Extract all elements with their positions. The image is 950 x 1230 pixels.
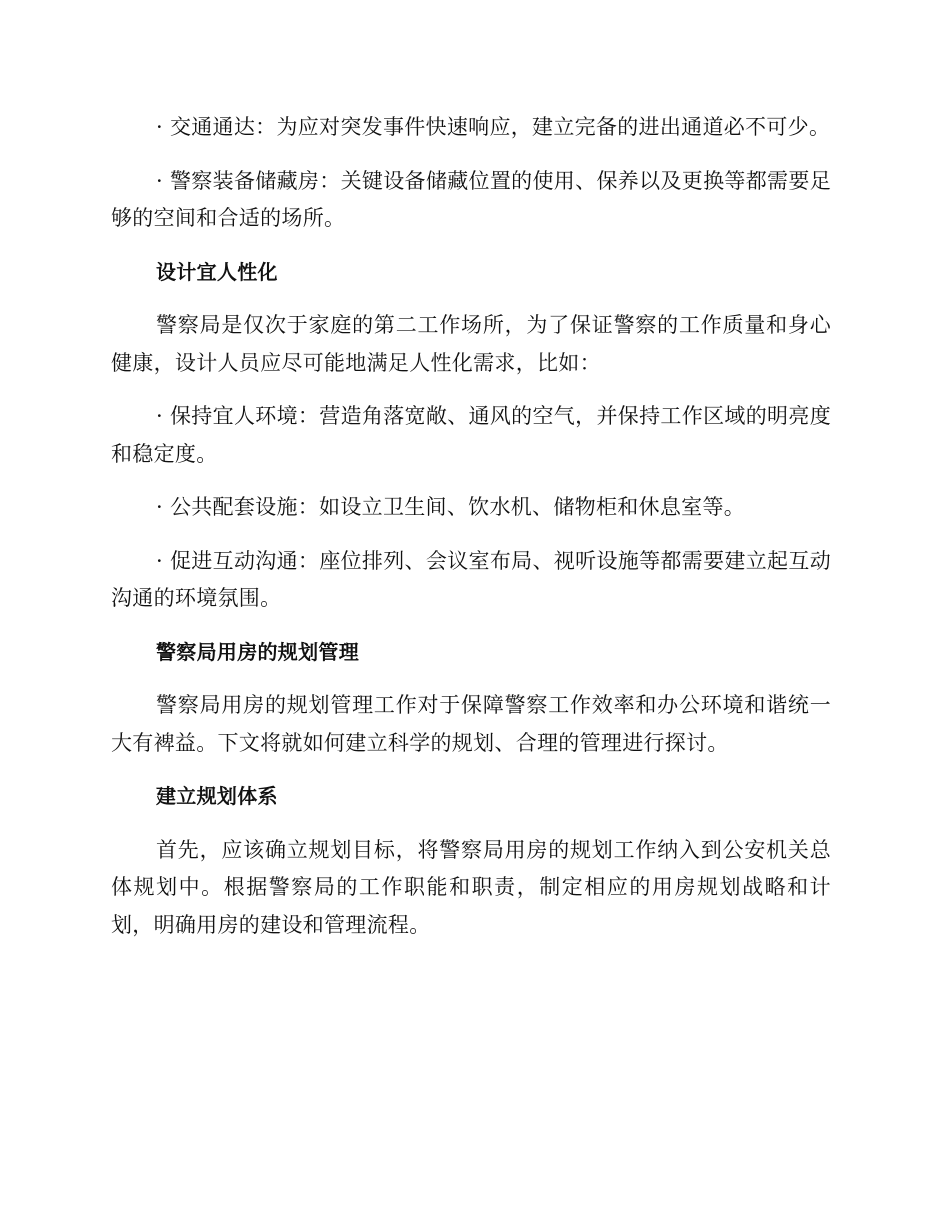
paragraph-public-facilities: · 公共配套设施：如设立卫生间、饮水机、储物柜和休息室等。 <box>156 495 746 519</box>
paragraph-pleasant-environment: · 保持宜人环境：营造角落宽敞、通风的空气，并保持工作区域的明亮度和稳定度。 <box>111 404 831 466</box>
paragraph-planning-management-intro: 警察局用房的规划管理工作对于保障警察工作效率和办公环境和谐统一大有裨益。下文将就如何建立科学的规划、合理的管理进行探讨。 <box>111 693 831 755</box>
heading-planning-management: 警察局用房的规划管理 <box>156 639 359 664</box>
paragraph-traffic-access: · 交通通达：为应对突发事件快速响应，建立完备的进出通道必不可少。 <box>156 115 831 139</box>
heading-planning-system: 建立规划体系 <box>156 784 278 808</box>
paragraph-equipment-storage: · 警察装备储藏房：关键设备储藏位置的使用、保养以及更换等都需要足够的空间和合适的场所。 <box>111 168 831 230</box>
heading-humanized-design: 设计宜人性化 <box>156 259 278 284</box>
paragraph-planning-system-body: 首先，应该确立规划目标，将警察局用房的规划工作纳入到公安机关总体规划中。根据警察局的工作职能和职责，制定相应的用房规划战略和计划，明确用房的建设和管理流程。 <box>111 837 831 937</box>
document-body <box>111 109 831 960</box>
paragraph-humanized-intro: 警察局是仅次于家庭的第二工作场所，为了保证警察的工作质量和身心健康，设计人员应尽可能地满足人性化需求，比如： <box>111 313 831 375</box>
paragraph-interactive-communication: · 促进互动沟通：座位排列、会议室布局、视听设施等都需要建立起互动沟通的环境氛围。 <box>111 548 831 610</box>
